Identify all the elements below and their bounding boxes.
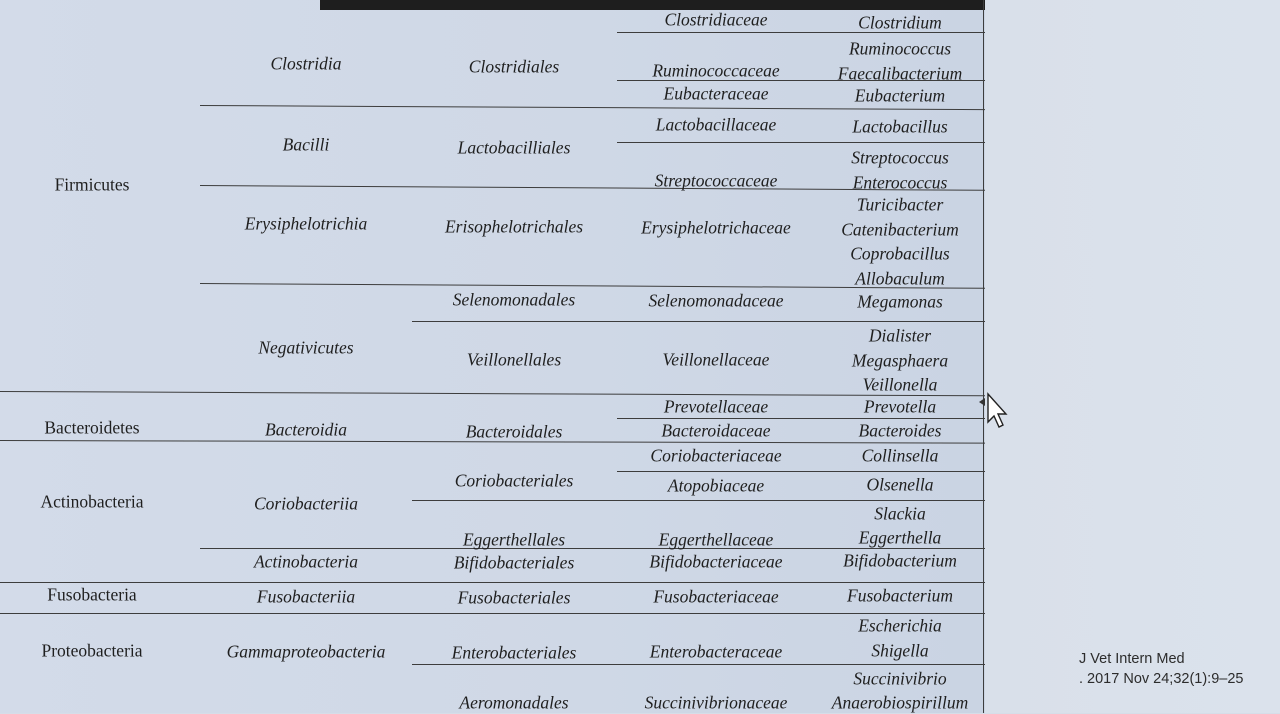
family-bifidobacteriaceae: Bifidobacteriaceae [649, 551, 783, 572]
genus-allobaculum: Allobaculum [855, 268, 945, 289]
genus-enterococcus: Enterococcus [852, 172, 948, 193]
family-fusobacteriaceae: Fusobacteriaceae [653, 586, 779, 607]
genus-megamonas: Megamonas [857, 291, 943, 312]
row-divider [617, 418, 985, 419]
genus-megasphaera: Megasphaera [851, 350, 949, 371]
genus-ruminococcus: Ruminococcus [848, 38, 952, 59]
order-selenomonadales: Selenomonadales [452, 289, 576, 310]
genus-bifidobacterium: Bifidobacterium [843, 550, 957, 571]
order-enterobacteriales: Enterobacteriales [451, 642, 577, 663]
genus-streptococcus: Streptococcus [851, 147, 949, 168]
slide-margin [985, 0, 1280, 713]
family-bacteroidaceae: Bacteroidaceae [661, 420, 771, 441]
mouse-cursor-icon [978, 392, 1008, 432]
genus-escherichia: Escherichia [858, 615, 942, 636]
order-lactobacilliales: Lactobacilliales [457, 137, 571, 158]
order-bacteroidales: Bacteroidales [465, 421, 563, 442]
row-divider [617, 142, 985, 143]
citation-date: . 2017 Nov 24;32(1):9–25 [1079, 671, 1244, 687]
genus-lactobacillus: Lactobacillus [852, 116, 948, 137]
genus-coprobacillus: Coprobacillus [850, 243, 950, 264]
phylum-proteobacteria: Proteobacteria [41, 640, 143, 661]
family-streptococcaceae: Streptococcaceae [654, 170, 778, 191]
class-gammaproteobacteria: Gammaproteobacteria [226, 641, 386, 662]
family-erysiphelotrichaceae: Erysiphelotrichaceae [641, 217, 791, 238]
family-atopobiaceae: Atopobiaceae [667, 475, 765, 496]
table-header-bar [320, 0, 985, 10]
family-coriobacteriaceae: Coriobacteriaceae [650, 445, 782, 466]
genus-slackia: Slackia [874, 503, 926, 524]
genus-fusobacterium: Fusobacterium [847, 585, 953, 606]
phylum-firmicutes: Firmicutes [54, 174, 130, 195]
genus-eubacterium: Eubacterium [854, 85, 946, 106]
order-bifidobacteriales: Bifidobacteriales [453, 552, 575, 573]
genus-olsenella: Olsenella [866, 474, 934, 495]
family-ruminococcaceae: Ruminococcaceae [652, 60, 780, 81]
genus-shigella: Shigella [871, 640, 929, 661]
row-divider [412, 500, 985, 501]
phylum-bacteroidetes: Bacteroidetes [44, 417, 140, 438]
genus-succinivibrio: Succinivibrio [853, 668, 947, 689]
row-divider [0, 582, 985, 583]
row-divider [0, 613, 985, 614]
family-selenomonadaceae: Selenomonadaceae [648, 290, 784, 311]
family-eggerthellaceae: Eggerthellaceae [658, 529, 774, 550]
row-divider [412, 664, 985, 665]
genus-anaerobiospirillum: Anaerobiospirillum [831, 692, 969, 713]
row-divider [0, 391, 985, 396]
family-eubacteraceae: Eubacteraceae [663, 83, 769, 104]
class-fusobacteriia: Fusobacteriia [256, 586, 356, 607]
genus-catenibacterium: Catenibacterium [841, 219, 959, 240]
order-eggerthellales: Eggerthellales [462, 529, 566, 550]
order-fusobacteriales: Fusobacteriales [457, 587, 571, 608]
class-bacilli: Bacilli [282, 134, 330, 155]
class-clostridia: Clostridia [270, 53, 342, 74]
family-enterobacteraceae: Enterobacteraceae [649, 641, 783, 662]
row-divider [412, 321, 985, 322]
class-coriobacteriia: Coriobacteriia [253, 493, 359, 514]
order-veillonellales: Veillonellales [466, 349, 562, 370]
class-erysipelotrichia: Erysiphelotrichia [244, 213, 368, 234]
family-succinivibrionaceae: Succinivibrionaceae [644, 692, 788, 713]
class-actinobacteria: Actinobacteria [253, 551, 359, 572]
order-clostridiales: Clostridiales [468, 56, 560, 77]
genus-eggerthella: Eggerthella [858, 527, 942, 548]
genus-veillonella: Veillonella [862, 374, 938, 395]
row-divider [617, 471, 985, 472]
phylum-fusobacteria: Fusobacteria [47, 584, 137, 605]
family-prevotellaceae: Prevotellaceae [663, 396, 769, 417]
phylum-actinobacteria: Actinobacteria [40, 491, 144, 512]
citation-journal: J Vet Intern Med [1079, 651, 1185, 667]
genus-clostridium: Clostridium [858, 12, 942, 33]
family-veillonellaceae: Veillonellaceae [662, 349, 770, 370]
family-lactobacillaceae: Lactobacillaceae [655, 114, 777, 135]
table-right-border [983, 0, 984, 713]
genus-faecalibacterium: Faecalibacterium [837, 63, 963, 84]
genus-turicibacter: Turicibacter [856, 194, 944, 215]
genus-dialister: Dialister [868, 325, 932, 346]
genus-bacteroides: Bacteroides [858, 420, 942, 441]
order-coriobacteriales: Coriobacteriales [454, 470, 574, 491]
class-negativicutes: Negativicutes [258, 337, 354, 358]
order-erisophelotrichales: Erisophelotrichales [444, 216, 584, 237]
genus-prevotella: Prevotella [863, 396, 937, 417]
order-aeromonadales: Aeromonadales [459, 692, 569, 713]
class-bacteroidia: Bacteroidia [265, 419, 347, 440]
family-clostridiaceae: Clostridiaceae [664, 9, 768, 30]
genus-collinsella: Collinsella [861, 445, 939, 466]
